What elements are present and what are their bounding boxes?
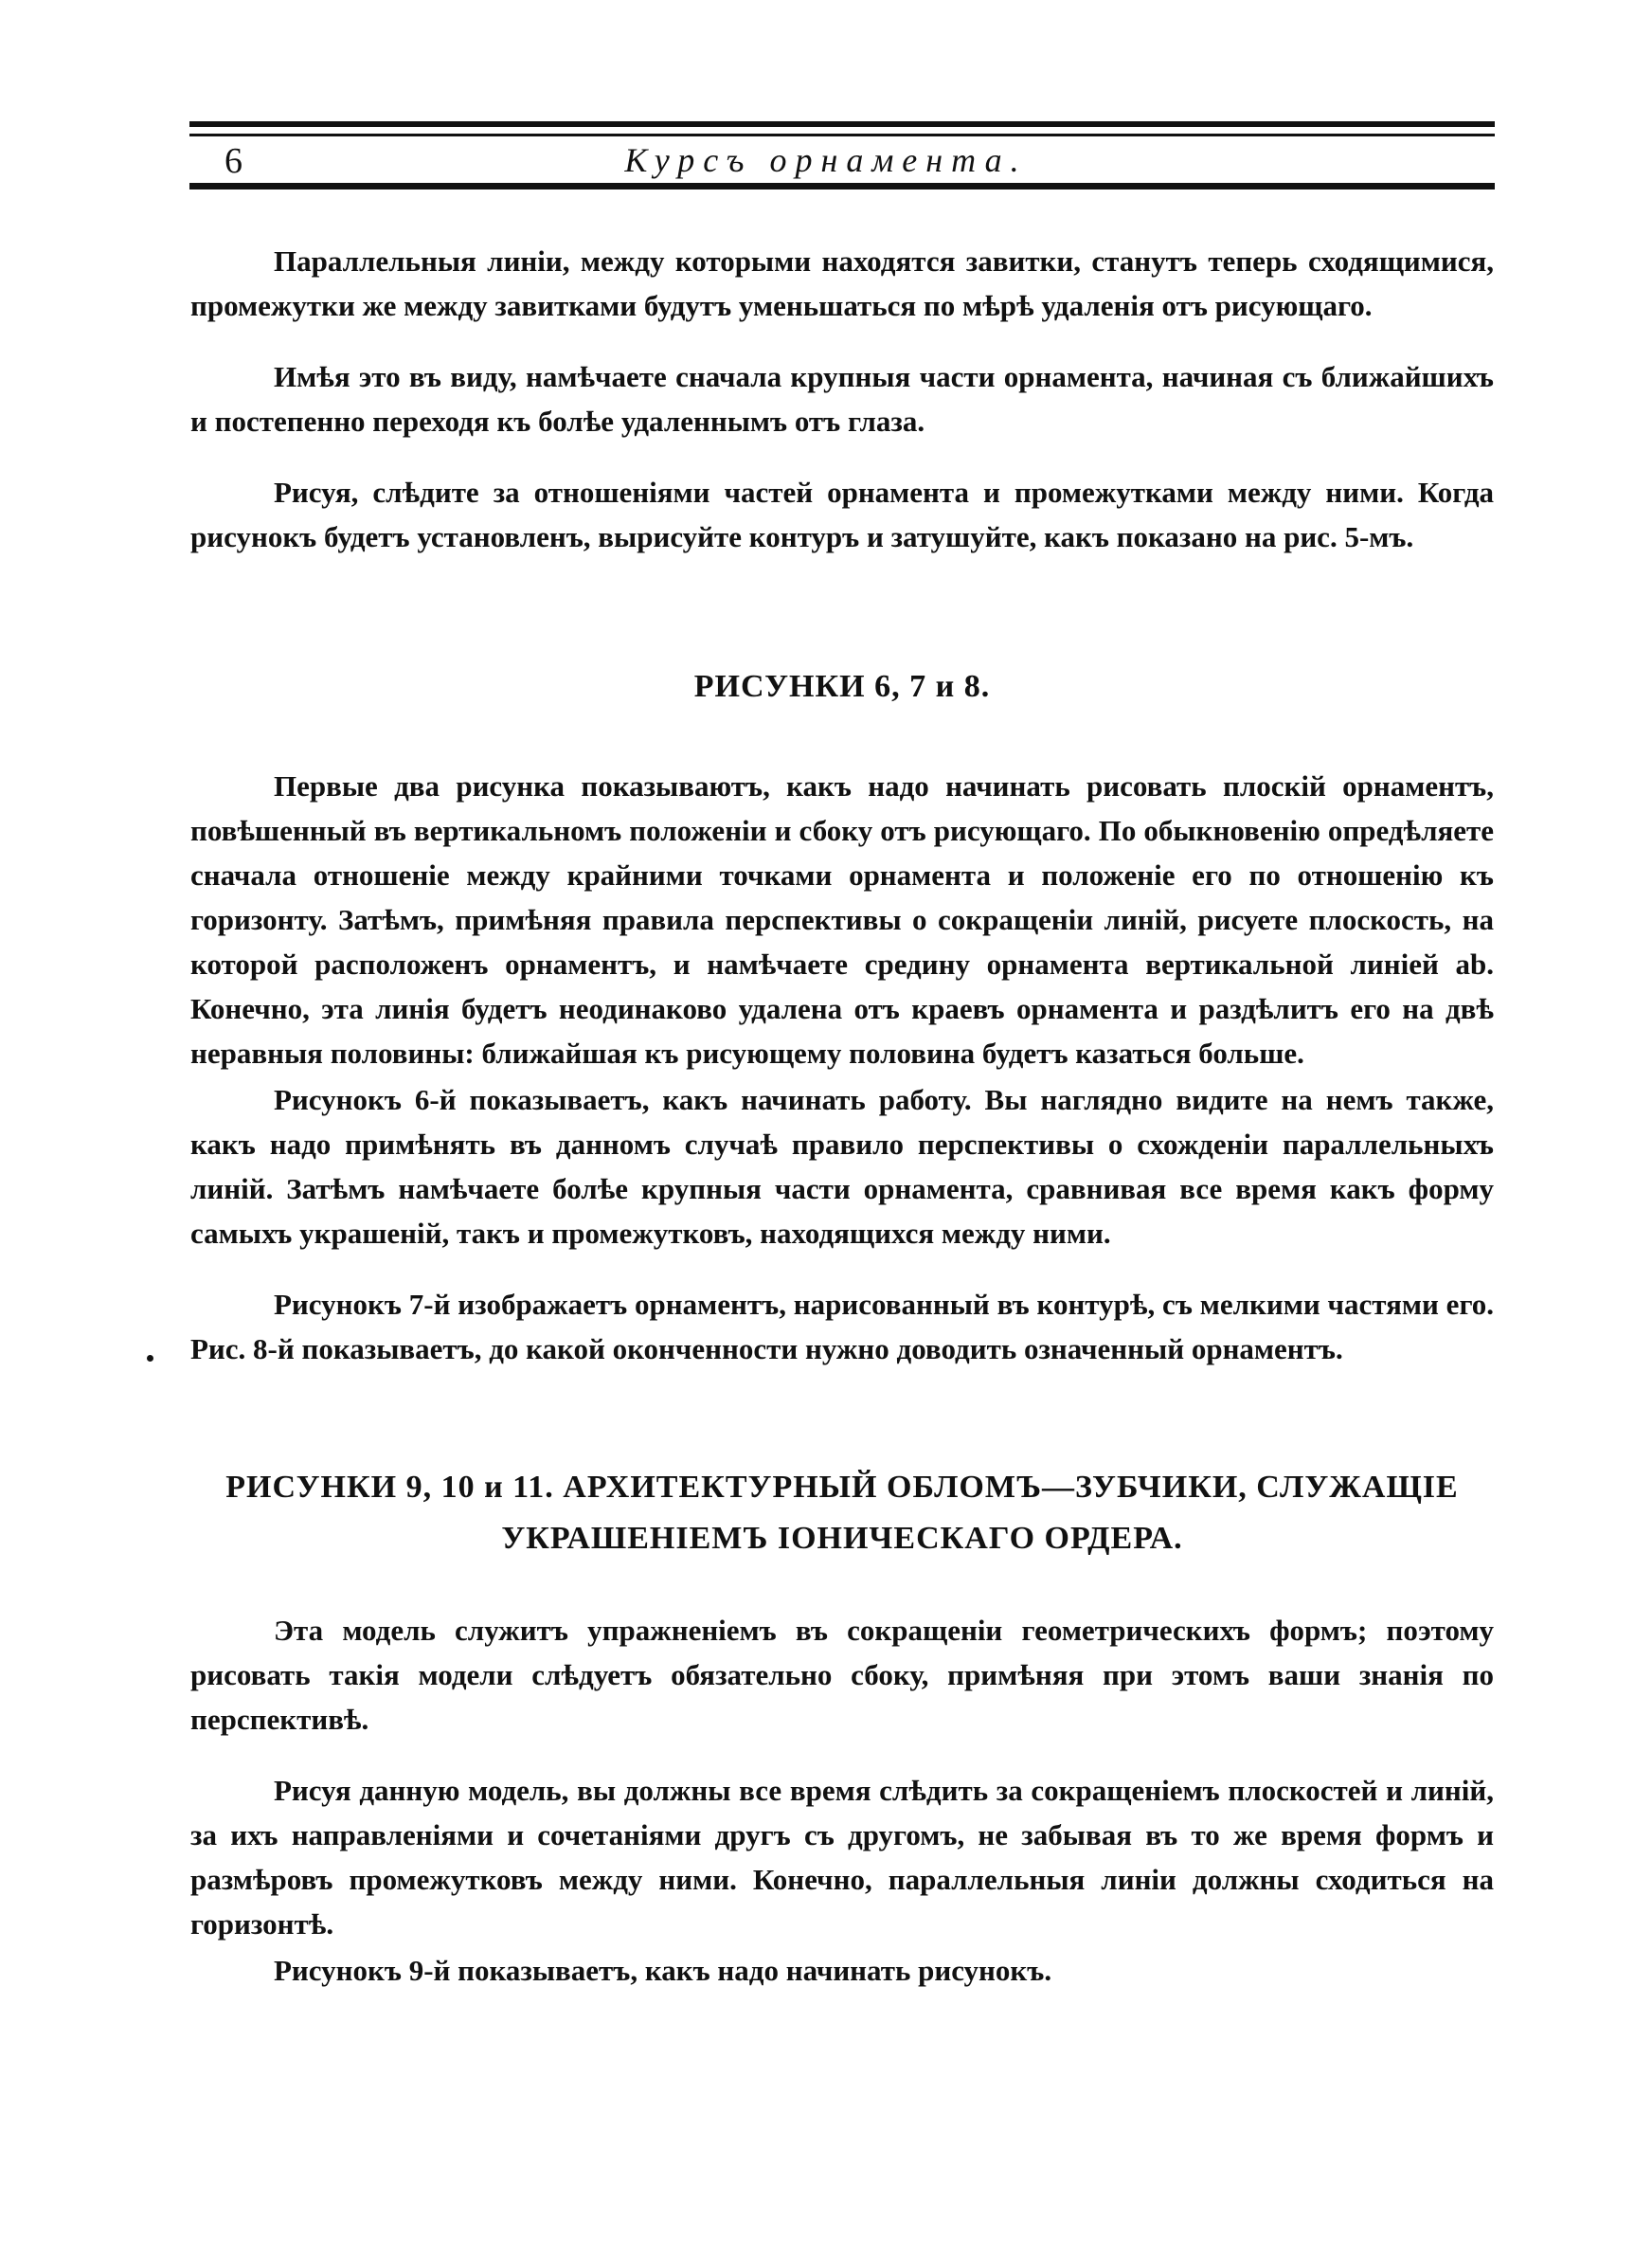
paragraph: Рисунокъ 7-й изображаетъ орнаментъ, нарисованный въ контурѣ, съ мелкими частями его. Рис. 8-й показываетъ, до какой оконченности нужно доводить означенный орнаментъ. (190, 1288, 1494, 1365)
page-body (190, 239, 1494, 1993)
section-heading-line: УКРАШЕНІЕМЪ ІОНИЧЕСКАГО ОРДЕРА. (501, 1521, 1183, 1556)
paragraph: Первые два рисунка показываютъ, какъ надо начинать рисовать плоскій орнаментъ, повѣшенный въ вертикальномъ положеніи и сбоку отъ рисующаго. По обыкновенію опредѣляете сначала отношеніе между крайними точками орнамента и положеніе его по отношенію къ горизонту. Затѣмъ, примѣняя правила перспективы о сокращеніи линій, рисуете плоскость, на которой расположенъ орнаментъ, и намѣчаете средину орнамента вертикальной линіей ab. Конечно, эта линія будетъ неодинаково удалена отъ краевъ орнамента и раздѣлитъ его на двѣ неравныя половины: ближайшая къ рисующему половина будетъ казаться больше. (190, 769, 1494, 1070)
section-heading (190, 1462, 1494, 1564)
header-rule-top (189, 121, 1495, 127)
paragraph: Параллельныя линіи, между которыми находятся завитки, станутъ теперь сходящимися, промежутки же между завитками будутъ уменьшаться по мѣрѣ удаленія отъ рисующаго. (190, 244, 1494, 322)
paragraph: Имѣя это въ виду, намѣчаете сначала крупныя части орнамента, начиная съ ближайшихъ и постепенно переходя къ болѣе удаленнымъ отъ глаза. (190, 360, 1494, 438)
paragraph: Рисуя, слѣдите за отношеніями частей орнамента и промежутками между ними. Когда рисунокъ будетъ установленъ, вырисуйте контуръ и затушуйте, какъ показано на рис. 5-мъ. (190, 476, 1494, 553)
page-number: 6 (224, 141, 242, 181)
running-title: Курсъ орнамента. (624, 141, 1028, 179)
header-rule-bottom (189, 183, 1495, 190)
paragraph: Эта модель служитъ упражненіемъ въ сокращеніи геометрическихъ формъ; поэтому рисовать такія модели слѣдуетъ обязательно сбоку, примѣняя при этомъ ваши знанія по перспективѣ. (190, 1614, 1494, 1736)
margin-dot (147, 1355, 153, 1362)
paragraph: Рисунокъ 6-й показываетъ, какъ начинать работу. Вы наглядно видите на немъ также, какъ надо примѣнять въ данномъ случаѣ правило перспективы о схожденіи параллельныхъ линій. Затѣмъ намѣчаете болѣе крупныя части орнамента, сравнивая все время какъ форму самыхъ украшеній, такъ и промежутковъ, находящихся между ними. (190, 1083, 1494, 1250)
paragraph: Рисунокъ 9-й показываетъ, какъ надо начинать рисунокъ. (274, 1954, 1052, 1987)
header-rule-thin (189, 134, 1495, 136)
section-heading: РИСУНКИ 6, 7 и 8. (693, 669, 991, 704)
section-heading-line: РИСУНКИ 9, 10 и 11. АРХИТЕКТУРНЫЙ ОБЛОМЪ—ЗУБЧИКИ, СЛУЖАЩІЕ (225, 1470, 1459, 1505)
paragraph: Рисуя данную модель, вы должны все время слѣдить за сокращеніемъ плоскостей и линій, за ихъ направленіями и сочетаніями другъ съ другомъ, не забывая въ то же время формъ и размѣровъ промежутковъ между ними. Конечно, параллельныя линіи должны сходиться на горизонтѣ. (190, 1774, 1494, 1941)
